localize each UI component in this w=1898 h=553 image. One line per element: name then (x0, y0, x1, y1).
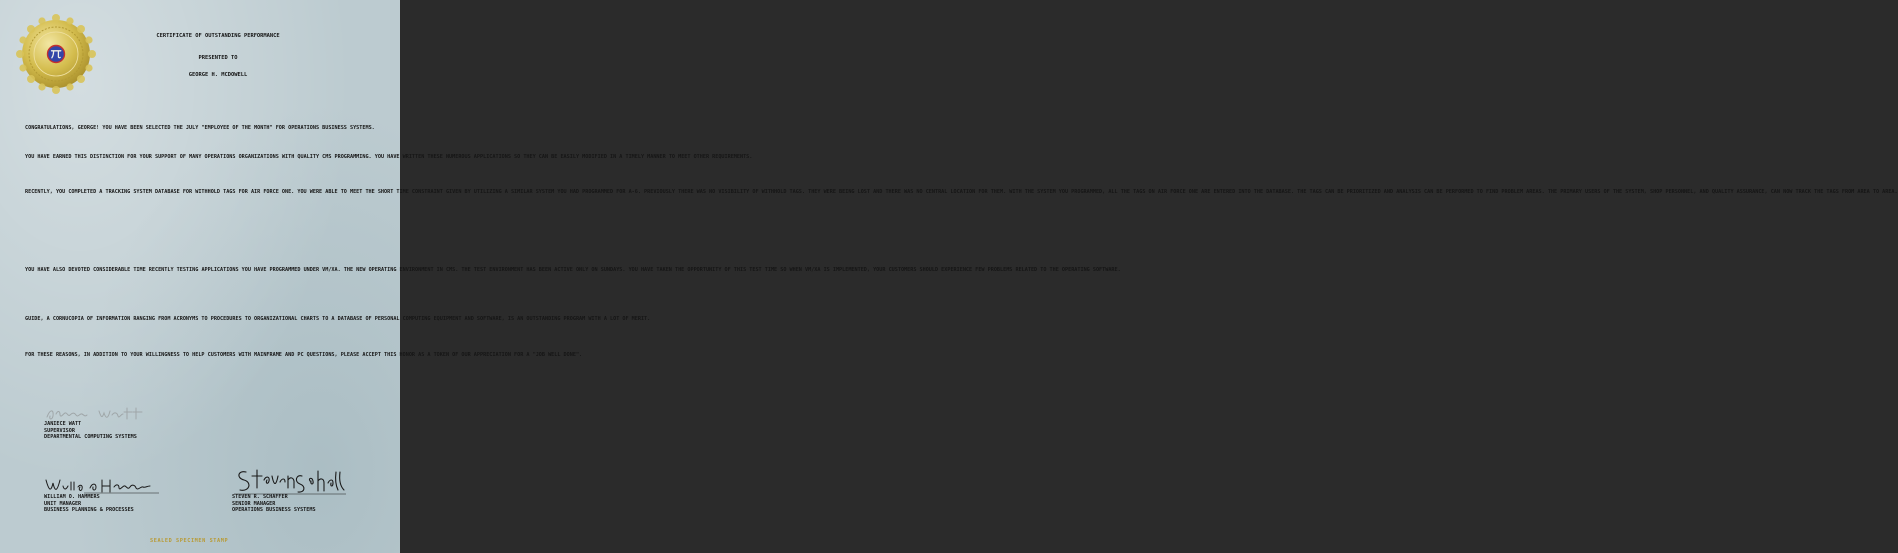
signatory-name: JANIECE WATT (44, 421, 82, 427)
signatory-name: WILLIAM O. HAMMERS (44, 494, 100, 500)
paragraph-congratulations: CONGRATULATIONS, GEORGE! YOU HAVE BEEN SELECTED THE JULY "EMPLOYEE OF THE MONTH" FOR OPERATIONS BUSINESS SYSTEMS. (25, 125, 375, 131)
signatory-title: SUPERVISOR (44, 427, 75, 434)
paragraph-reasons: FOR THESE REASONS, IN ADDITION TO YOUR WILLINGNESS TO HELP CUSTOMERS WITH MAINFRAME AND PC QUESTIONS, PLEASE ACCEPT THIS HONOR AS A TOKEN OF OUR APPRECIATION FOR A "JOB WELL DONE". (25, 352, 583, 358)
signatory-title: UNIT MANAGER (44, 500, 82, 507)
paragraph-distinction: YOU HAVE EARNED THIS DISTINCTION FOR YOUR SUPPORT OF MANY OPERATIONS ORGANIZATIONS WITH QUALITY CMS PROGRAMMING. YOU HAVE WRITTEN THESE NUMEROUS APPLICATIONS SO THEY CAN BE EASILY MODIFIED IN A TIMELY MANNER TO MEET OTHER REQUIREMENTS. (25, 154, 753, 160)
certificate-title: CERTIFICATE OF OUTSTANDING PERFORMANCE (156, 33, 280, 39)
signatory-title: SENIOR MANAGER (232, 500, 276, 507)
signature-william-hammers (44, 477, 162, 495)
signatory-block-watt (44, 421, 137, 441)
gold-seal-icon (14, 12, 98, 96)
signatory-dept: OPERATIONS BUSINESS SYSTEMS (232, 507, 316, 514)
signatory-block-schaffer (232, 494, 316, 514)
signatory-name: STEVEN R. SCHAFFER (232, 494, 288, 500)
signatory-dept: BUSINESS PLANNING & PROCESSES (44, 507, 134, 514)
recipient-name: GEORGE H. MCDOWELL (188, 72, 248, 78)
bottom-stamp: SEALED SPECIMEN STAMP (150, 538, 229, 544)
paragraph-testing: YOU HAVE ALSO DEVOTED CONSIDERABLE TIME RECENTLY TESTING APPLICATIONS YOU HAVE PROGRAMMED UNDER VM/XA. THE NEW OPERATING ENVIRONMENT IN CMS. THE TEST ENVIRONMENT HAS BEEN ACTIVE ONLY ON SUNDAYS. YOU HAVE TAKEN THE OPPORTUNITY OF THIS TEST TIME SO WHEN VM/XA IS IMPLEMENTED, YOUR CUSTOMERS SHOULD EXPERIENCE FEW PROBLEMS RELATED TO THE OPERATING SOFTWARE. (25, 267, 1121, 273)
signatory-block-hammers (44, 494, 134, 514)
signatory-dept: DEPARTMENTAL COMPUTING SYSTEMS (44, 434, 137, 441)
paragraph-guide: GUIDE, A CORNUCOPIA OF INFORMATION RANGING FROM ACRONYMS TO PROCEDURES TO ORGANIZATIONAL CHARTS TO A DATABASE OF PERSONAL COMPUTING EQUIPMENT AND SOFTWARE, IS AN OUTSTANDING PROGRAM WITH A LOT OF MERIT. (25, 316, 651, 322)
paragraph-tracking-system: RECENTLY, YOU COMPLETED A TRACKING SYSTEM DATABASE FOR WITHHOLD TAGS FOR AIR FORCE ONE. YOU WERE ABLE TO MEET THE SHORT TIME CONSTRAINT GIVEN BY UTILIZING A SIMILAR SYSTEM YOU HAD PROGRAMMED FOR A-6. PREVIOUSLY THERE WAS NO VISIBILITY OF WITHHOLD TAGS. THEY WERE BEING LOST AND THERE WAS NO CENTRAL LOCATION FOR THEM. WITH THE SYSTEM YOU PROGRAMMED, ALL THE TAGS ON AIR FORCE ONE ARE ENTERED INTO THE DATABASE. THE TAGS CAN BE PRIORITIZED AND ANALYSIS CAN BE PERFORMED TO FIND PROBLEM AREAS. THE PRIMARY USERS OF THE SYSTEM, SHOP PERSONNEL, AND QUALITY ASSURANCE, CAN NOW TRACK THE TAGS FROM AREA TO AREA. (25, 189, 1898, 195)
presented-to-label: PRESENTED TO (198, 55, 238, 61)
signature-steven-schaffer (232, 466, 348, 496)
